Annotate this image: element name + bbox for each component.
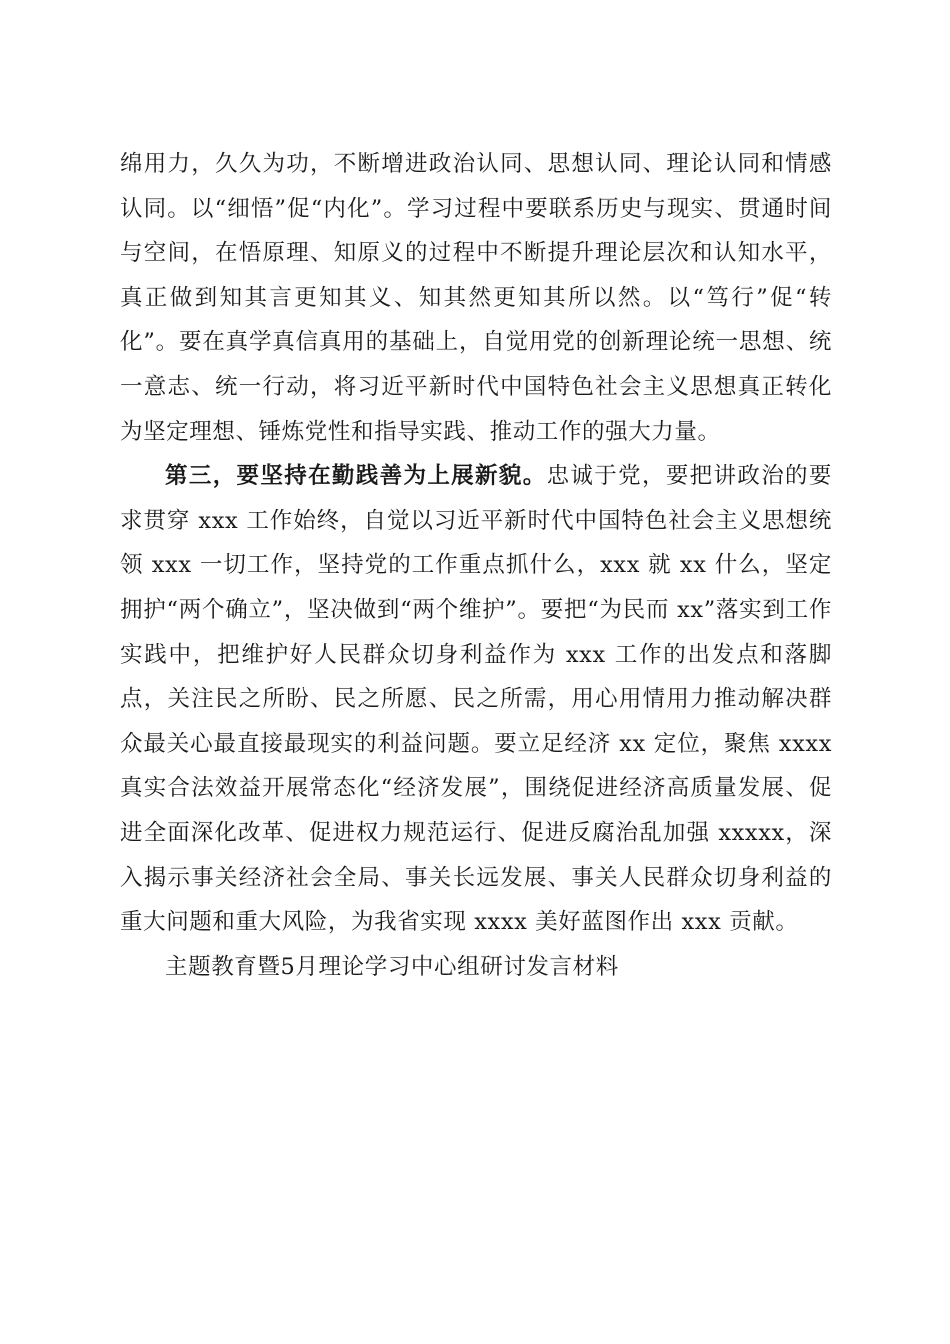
paragraph-lead-heading: 第三，要坚持在勤践善为上展新貌。 (165, 463, 547, 490)
paragraph-continuation: 绵用力，久久为功，不断增进政治认同、思想认同、理论认同和情感认同。以“细悟”促“内化”。学习过程中要联系历史与现实、贯通时间与空间，在悟原理、知原义的过程中不断提升理论层次和认知水平，真正做到知其言更知其义、知其然更知其所以然。以“笃行”促“转化”。要在真学真信真用的基础上，自觉用党的创新理论统一思想、统一意志、统一行动，将习近平新时代中国特色社会主义思想真正转化为坚定理想、锤炼党性和指导实践、推动工作的强大力量。 (120, 151, 832, 445)
paragraph-third-point (120, 454, 832, 945)
document-body (120, 142, 832, 989)
document-footer-title: 主题教育暨5月理论学习中心组研讨发言材料 (165, 953, 619, 980)
paragraph-body-text: 忠诚于党，要把讲政治的要求贯穿 xxx 工作始终，自觉以习近平新时代中国特色社会主义思想统领 xxx 一切工作，坚持党的工作重点抓什么，xxx 就 xx 什么，坚定拥护“两个确立”，坚决做到“两个维护”。要把“为民而 xx”落实到工作实践中，把维护好人民群众切身利益作为 xxx 工作的出发点和落脚点，关注民之所盼、民之所愿、民之所需，用心用情用力推动解决群众最关心最直接最现实的利益问题。要立足经济 xx 定位，聚焦 xxxx 真实合法效益开展常态化“经济发展”，围绕促进经济高质量发展、促进全面深化改革、促进权力规范运行、促进反腐治乱加强 xxxxx，深入揭示事关经济社会全局、事关长远发展、事关人民群众切身利益的重大问题和重大风险，为我省实现 xxxx 美好蓝图作出 xxx 贡献。 (120, 463, 833, 936)
